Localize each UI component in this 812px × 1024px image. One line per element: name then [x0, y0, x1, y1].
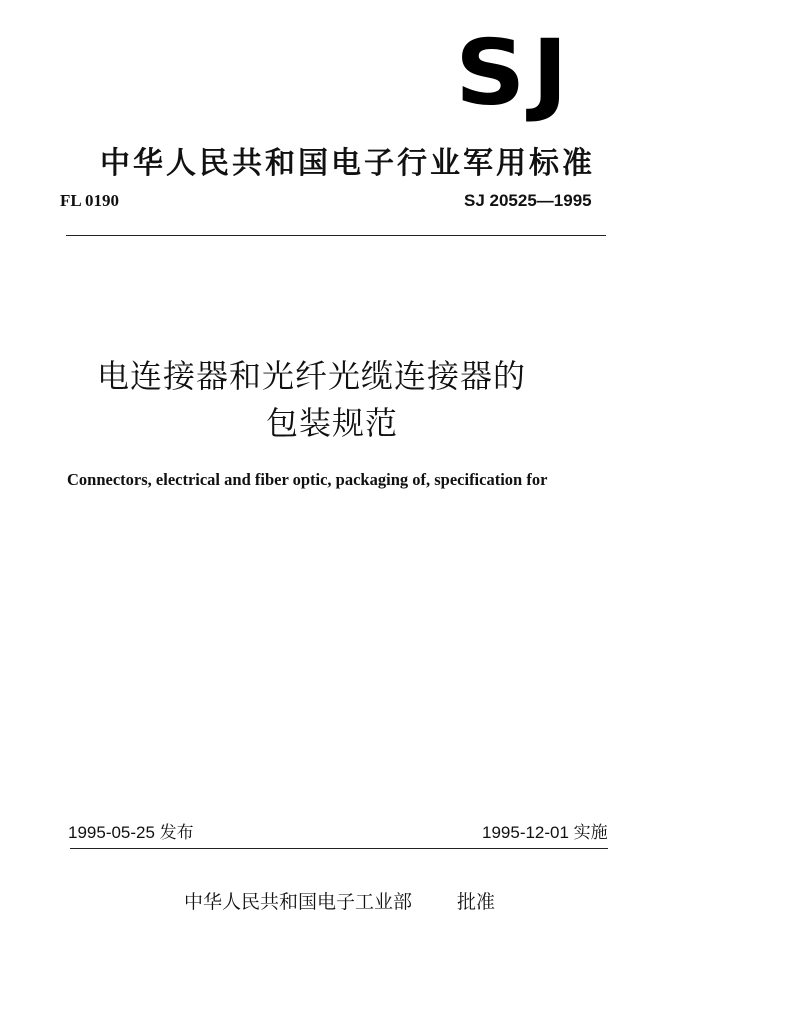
- approval-label: 批准: [457, 891, 496, 913]
- document-title-english: Connectors, electrical and fiber optic, packaging of, specification for: [67, 470, 548, 489]
- footer-divider: [70, 848, 608, 849]
- document-title-line-1: 电连接器和光纤光缆连接器的: [97, 357, 527, 395]
- approving-authority: 中华人民共和国电子工业部: [184, 891, 413, 913]
- standard-number: SJ 20525—1995: [464, 191, 592, 210]
- standard-title: 中华人民共和国电子行业军用标准: [100, 146, 595, 181]
- classification-code: FL 0190: [60, 191, 120, 210]
- sj-logo: SJ: [455, 20, 575, 126]
- header-divider: [66, 235, 606, 236]
- effective-date: 1995-12-01 实施: [482, 823, 608, 842]
- document-title-line-2: 包装规范: [266, 404, 399, 442]
- issue-date: 1995-05-25 发布: [68, 823, 194, 842]
